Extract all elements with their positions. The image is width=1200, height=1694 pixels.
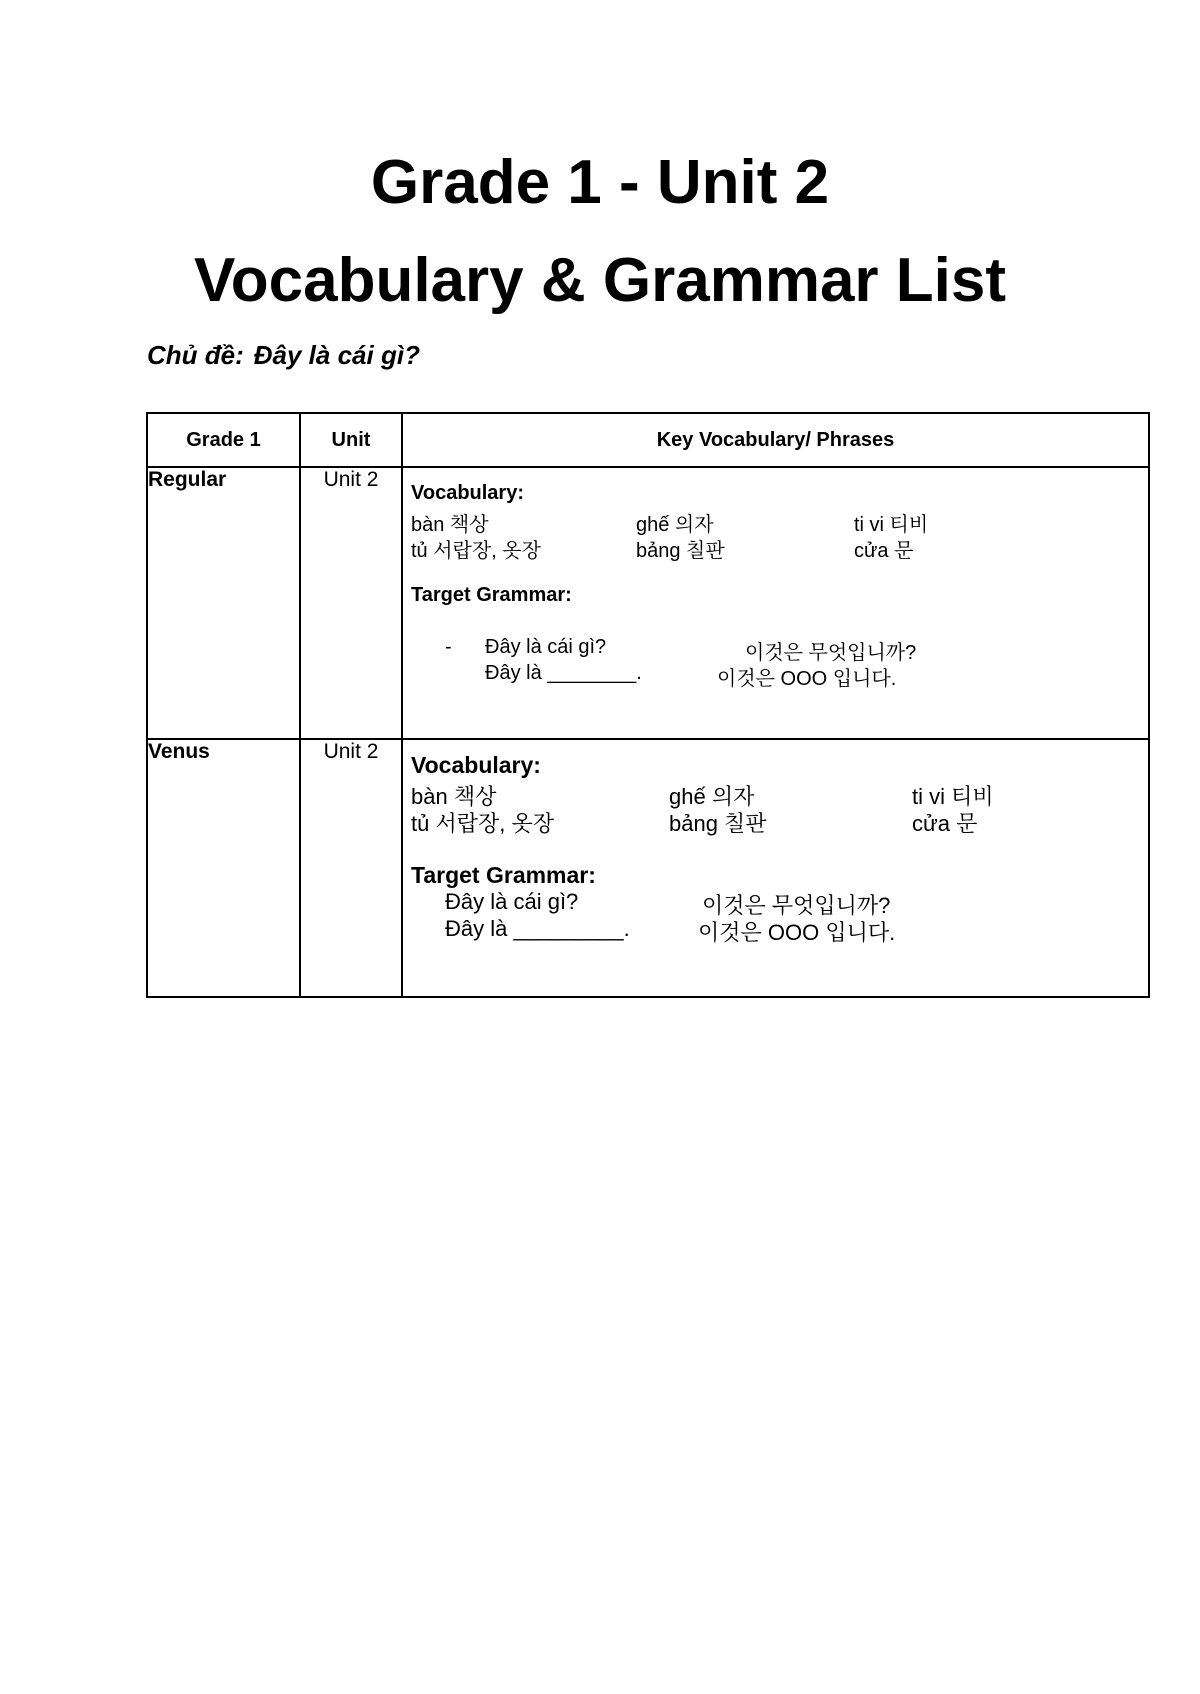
grammar-ko: 이것은 무엇입니까? xyxy=(702,893,891,918)
grammar-label: Target Grammar: xyxy=(411,862,596,888)
row-level: Venus xyxy=(147,739,300,997)
page-subtitle: Vocabulary & Grammar List xyxy=(193,246,1007,315)
grammar-vi: Đây là cái gì? xyxy=(445,889,579,914)
page-title: Grade 1 - Unit 2 xyxy=(370,148,830,217)
vocab-item: ti vi 티비 xyxy=(854,514,929,536)
grammar-ko: 이것은 무엇입니까? xyxy=(745,642,917,664)
grammar-label: Target Grammar: xyxy=(411,584,572,606)
vocab-item: cửa 문 xyxy=(912,811,978,836)
vocabulary-table xyxy=(146,412,1150,998)
vocab-item: tủ 서랍장, 옷장 xyxy=(411,811,554,836)
vocab-label: Vocabulary: xyxy=(411,482,524,504)
topic-line xyxy=(147,340,420,371)
row-content xyxy=(402,739,1149,997)
table-row xyxy=(147,467,1149,739)
topic-value: Đây là cái gì? xyxy=(253,340,420,370)
table-row xyxy=(147,739,1149,997)
table-header-row xyxy=(147,413,1149,467)
grammar-vi: Đây là cái gì? xyxy=(485,636,607,658)
header-grade: Grade 1 xyxy=(147,413,300,467)
vocab-item: cửa 문 xyxy=(854,540,914,562)
grammar-vi: Đây là ________. xyxy=(485,662,642,684)
grammar-ko: 이것은 OOO 입니다. xyxy=(717,668,897,690)
vocab-item: tủ 서랍장, 옷장 xyxy=(411,540,541,562)
grammar-vi: Đây là _________. xyxy=(445,916,630,941)
row-content xyxy=(402,467,1149,739)
vocab-item: ghế 의자 xyxy=(669,784,755,809)
vocab-item: bảng 칠판 xyxy=(636,540,725,562)
vocab-item: bảng 칠판 xyxy=(669,811,767,836)
vocab-item: bàn 책상 xyxy=(411,514,489,536)
vocab-item: bàn 책상 xyxy=(411,784,497,809)
header-key-vocabulary: Key Vocabulary/ Phrases xyxy=(402,413,1149,467)
row-unit: Unit 2 xyxy=(300,739,402,997)
topic-label: Chủ đề: xyxy=(147,340,244,370)
grammar-ko: 이것은 OOO 입니다. xyxy=(698,920,896,945)
vocab-label: Vocabulary: xyxy=(411,752,541,778)
row-level: Regular xyxy=(147,467,300,739)
vocab-item: ghế 의자 xyxy=(636,514,714,536)
row-unit: Unit 2 xyxy=(300,467,402,739)
header-unit: Unit xyxy=(300,413,402,467)
vocab-item: ti vi 티비 xyxy=(912,784,994,809)
bullet-dash: - xyxy=(445,636,452,658)
